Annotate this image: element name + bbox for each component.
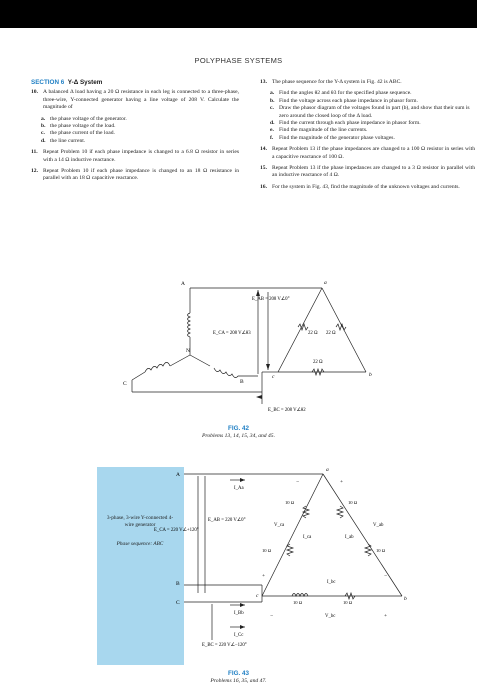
problem-row [260, 184, 475, 191]
fig42-e-bc-label: E_BC = 208 V∠θ2 [268, 408, 306, 413]
fig42-node-c: c [272, 374, 275, 380]
fig43-i-cc: I_Cc [234, 633, 244, 638]
top-black-bar [0, 0, 477, 28]
problem-text: Repeat Problem 10 if each phase impedance is changed to a 6.8 Ω resistor in series with a 14 Ω inductive reactance. [43, 149, 239, 163]
problem-text: The phase sequence for the Y-Δ system in Fig. 42 is ABC. [272, 79, 402, 85]
subitem-text: Draw the phasor diagram of the voltages found in part (b), and show that their sum is zero around the closed loop of the Δ load. [279, 105, 470, 119]
fig43-gen-seq: Phase sequence: ABC [116, 541, 164, 548]
fig43-node-b: b [404, 596, 407, 602]
fig43-i-ca: I_ca [303, 535, 312, 540]
problem-number: 14. [260, 146, 267, 153]
section-number: SECTION 6 [31, 79, 65, 86]
fig43-r3: 10 Ω [348, 500, 358, 505]
fig43-r6: 10 Ω [343, 600, 353, 605]
fig42-z-ca: 22 Ω [308, 331, 318, 336]
fig43-e-ab-label: E_AB = 220 V∠0° [208, 518, 246, 523]
subitem-text: Find the voltage across each phase impedance in phasor form. [279, 97, 418, 104]
problem-row [31, 168, 239, 183]
fig43-node-c: c [256, 593, 259, 599]
fig43-r5: 10 Ω [293, 600, 303, 605]
fig42-node-b: b [369, 372, 372, 378]
problem-number: 10. [31, 89, 38, 96]
left-problems [31, 89, 239, 182]
subitem-letter: a. [41, 115, 46, 122]
fig43-plus-a: + [340, 479, 344, 485]
fig42-diagram [0, 270, 477, 422]
subitem-text: the phase voltage of the generator. [50, 115, 127, 122]
fig43-generator-text [104, 515, 176, 548]
subitem-text: the phase current of the load. [50, 130, 115, 137]
fig43-minus-c: − [270, 613, 274, 619]
section-heading [31, 79, 239, 86]
fig42-z-bc: 22 Ω [313, 360, 323, 365]
fig43-gen-title: 3-phase, 3-wire Y-connected 4-wire generator [106, 515, 174, 528]
problem-subitem [31, 130, 239, 137]
fig43-r2: 10 Ω [262, 548, 272, 553]
fig42-caption-block [0, 425, 477, 439]
left-column [31, 79, 239, 187]
fig43-node-a: a [326, 467, 329, 473]
problem-subitem [260, 90, 475, 97]
subitem-text: the phase voltage of the load. [50, 123, 116, 130]
fig43-e-ca-label: E_CA = 220 V∠+120° [154, 528, 199, 533]
problem-subitem [260, 105, 475, 120]
problem-text: Repeat Problem 13 if the phase impedances are changed to a 3 Ω resistor in parallel with an inductive reactance of 4 Ω. [272, 165, 475, 179]
fig43-v-ca: V_ca [274, 523, 285, 528]
subitem-letter: a. [270, 90, 275, 97]
problem-row [31, 149, 239, 164]
fig42-e-ab-label: E_AB = 208 V∠0° [252, 297, 290, 302]
fig42-node-a: a [324, 280, 327, 286]
problem-number: 12. [31, 168, 38, 175]
fig43-minus-a: − [296, 479, 300, 485]
subitem-letter: d. [270, 120, 275, 127]
subitem-text: Find the angles θ2 and θ3 for the specified phase sequence. [279, 90, 412, 97]
subitem-letter: f. [270, 134, 274, 141]
subitem-letter: c. [41, 130, 45, 137]
fig43-plus-c: + [262, 573, 266, 579]
fig43-minus-b: − [384, 573, 388, 579]
fig43-i-bb: I_Bb [234, 611, 244, 616]
fig42-node-B: B [240, 379, 244, 385]
subitem-letter: e. [270, 127, 274, 134]
fig43-label: FIG. 43 [228, 670, 249, 677]
problem [31, 89, 239, 145]
fig43-i-aa: I_Aa [234, 486, 244, 491]
subitem-text: Find the magnitude of the generator phase voltages. [279, 134, 395, 141]
problem-number: 15. [260, 165, 267, 172]
right-problems [260, 79, 475, 191]
problem [31, 168, 239, 183]
fig43-node-A: A [176, 472, 180, 478]
problem [260, 184, 475, 191]
fig42-e-ca-label: E_CA = 208 V∠θ3 [213, 331, 251, 336]
problem [31, 149, 239, 164]
problem [260, 79, 475, 142]
fig43-r4: 10 Ω [376, 548, 386, 553]
problem [260, 146, 475, 161]
fig43-v-ab: V_ab [373, 523, 384, 528]
problem-subitem [31, 138, 239, 145]
problem-number: 16. [260, 183, 267, 190]
problem-text: A balanced Δ load having a 20 Ω resistance in each leg is connected to a three-phase, three-wire, Y-connected generator having a line voltage of 208 V. Calculate the magnitude of [43, 89, 239, 111]
fig43-node-B: B [176, 581, 180, 587]
fig43-i-bc: I_bc [327, 580, 336, 585]
fig43-node-C: C [176, 600, 180, 606]
subitem-text: Find the magnitude of the line currents. [279, 127, 368, 134]
problem-text: Repeat Problem 13 if the phase impedances are changed to a 100 Ω resistor in series with a capacitive reactance of 100 Ω. [272, 146, 475, 160]
problem-subitem [31, 116, 239, 123]
right-column [260, 79, 475, 195]
problem-text: For the system in Fig. 43, find the magnitude of the unknown voltages and currents. [272, 183, 460, 190]
problem-subitem [260, 127, 475, 134]
fig43-diagram [0, 462, 477, 680]
fig43-plus-b: + [384, 613, 388, 619]
problem-subitem [260, 135, 475, 142]
problem-row [31, 89, 239, 111]
subitem-letter: b. [41, 123, 46, 130]
fig43-caption: Problems 16, 35, and 47. [210, 678, 267, 684]
fig43-v-bc: V_bc [325, 614, 336, 619]
section-title: Y-Δ System [67, 79, 103, 86]
running-head: POLYPHASE SYSTEMS [194, 56, 283, 65]
problem-row [260, 79, 475, 86]
fig43-r1: 10 Ω [285, 500, 295, 505]
fig42-node-N: N [186, 348, 190, 354]
fig43-i-ab: I_ab [345, 535, 354, 540]
problem-row [260, 165, 475, 180]
fig42-node-C: C [123, 381, 127, 387]
problem-number: 13. [260, 79, 267, 85]
subitem-letter: c. [270, 105, 274, 112]
subitem-letter: b. [270, 97, 275, 104]
subitem-text: Find the current through each phase impedance in phasor form. [279, 120, 421, 127]
fig43-generator-box [97, 467, 184, 665]
subitem-text: the line current. [50, 137, 86, 144]
fig43-caption-block [0, 670, 477, 684]
fig42-z-ab: 22 Ω [326, 331, 336, 336]
problem-number: 11. [31, 149, 38, 156]
problem [260, 165, 475, 180]
fig42-label: FIG. 42 [228, 425, 249, 432]
fig43-e-bc-label: E_BC = 220 V∠−120° [202, 643, 247, 648]
problem-text: Repeat Problem 10 if each phase impedance is changed to an 18 Ω resistance in parallel with an 18 Ω capacitive reactance. [43, 168, 239, 182]
problem-row [260, 146, 475, 161]
subitem-letter: d. [41, 137, 46, 144]
fig42-caption: Problems 13, 14, 15, 34, and 45. [202, 433, 275, 439]
fig42-node-A: A [181, 281, 185, 287]
